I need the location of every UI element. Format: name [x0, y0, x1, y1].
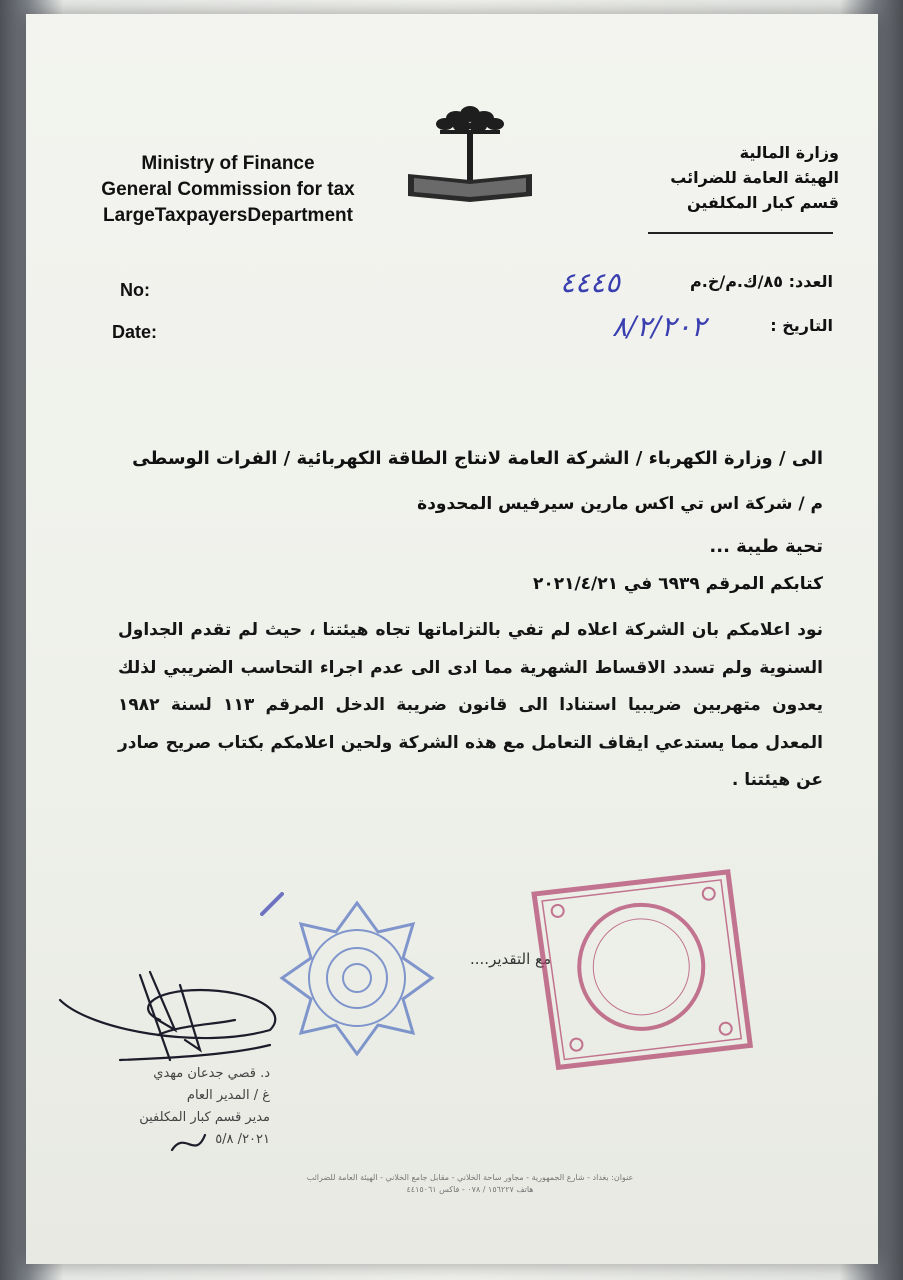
- signatory-block: [110, 1063, 270, 1151]
- signatory-name: د. قصي جدعان مهدي: [153, 1066, 270, 1081]
- recipient-line-2: م / شركة اس تي اكس مارين سيرفيس المحدودة: [417, 494, 823, 514]
- commission-name-en: General Commission for tax: [101, 179, 355, 200]
- date-label-ar: التاريخ :: [770, 316, 833, 335]
- greeting: تحية طيبة ...: [709, 536, 823, 557]
- signature-date: ٢٠٢١/ ٥/٨: [215, 1132, 270, 1147]
- signatory-position: مدير قسم كبار المكلفين: [139, 1110, 270, 1125]
- handwritten-number: ٤٤٤٥: [560, 266, 621, 299]
- footer-contacts: هاتف ١٥٦٢٢٧ / ٠٧٨ - فاكس ٤٤١٥٠٦١: [406, 1185, 534, 1194]
- reference-line: كتابكم المرقم ٦٩٣٩ في ٢٠٢١/٤/٢١: [532, 574, 823, 594]
- page-footer: [140, 1172, 800, 1196]
- palm-tree-emblem-icon: [400, 96, 540, 211]
- number-label-ar: العدد: ٨٥/ك.م/خ.م: [690, 272, 833, 291]
- ministry-name-en: Ministry of Finance: [141, 153, 315, 174]
- recipient-line-1: الى / وزارة الكهرباء / الشركة العامة لانتاج الطاقة الكهربائية / الفرات الوسطى: [132, 448, 823, 469]
- footer-address: عنوان: بغداد - شارع الجمهورية - مجاور ساحة الخلاني - مقابل جامع الخلاني - الهيئة العامة للضرائب: [306, 1173, 634, 1182]
- signatory-title: غ / المدير العام: [186, 1088, 270, 1103]
- date-label-en: Date:: [112, 322, 158, 342]
- letter-body: نود اعلامكم بان الشركة اعلاه لم تفي بالتزاماتها تجاه هيئتنا ، حيث لم تقدم الجداول السنوية ولم تسدد الاقساط الشهرية مما ادى الى عدم اجراء التحاسب الضريبي لذلك يعدون متهربين ضريبيا استنادا الى قانون ضريبة الدخل المرقم ١١٣ لسنة ١٩٨٢ المعدل مما يستدعي ايقاف التعامل مع هذه الشركة ولحين اعلامكم بكتاب صريح صادر عن هيئتنا .: [118, 620, 823, 790]
- header-arabic: [559, 140, 839, 215]
- header-english: [78, 151, 378, 229]
- number-label-en: No:: [120, 280, 150, 300]
- header-divider: [648, 232, 833, 234]
- handwritten-date: ٨/٢/٢٠٢: [612, 310, 707, 343]
- closing-regards: مع التقدير....: [470, 950, 552, 968]
- department-name-ar: قسم كبار المكلفين: [687, 193, 839, 212]
- ministry-name-ar: وزارة المالية: [739, 143, 839, 162]
- department-name-en: LargeTaxpayersDepartment: [103, 205, 353, 226]
- commission-name-ar: الهيئة العامة للضرائب: [670, 168, 839, 187]
